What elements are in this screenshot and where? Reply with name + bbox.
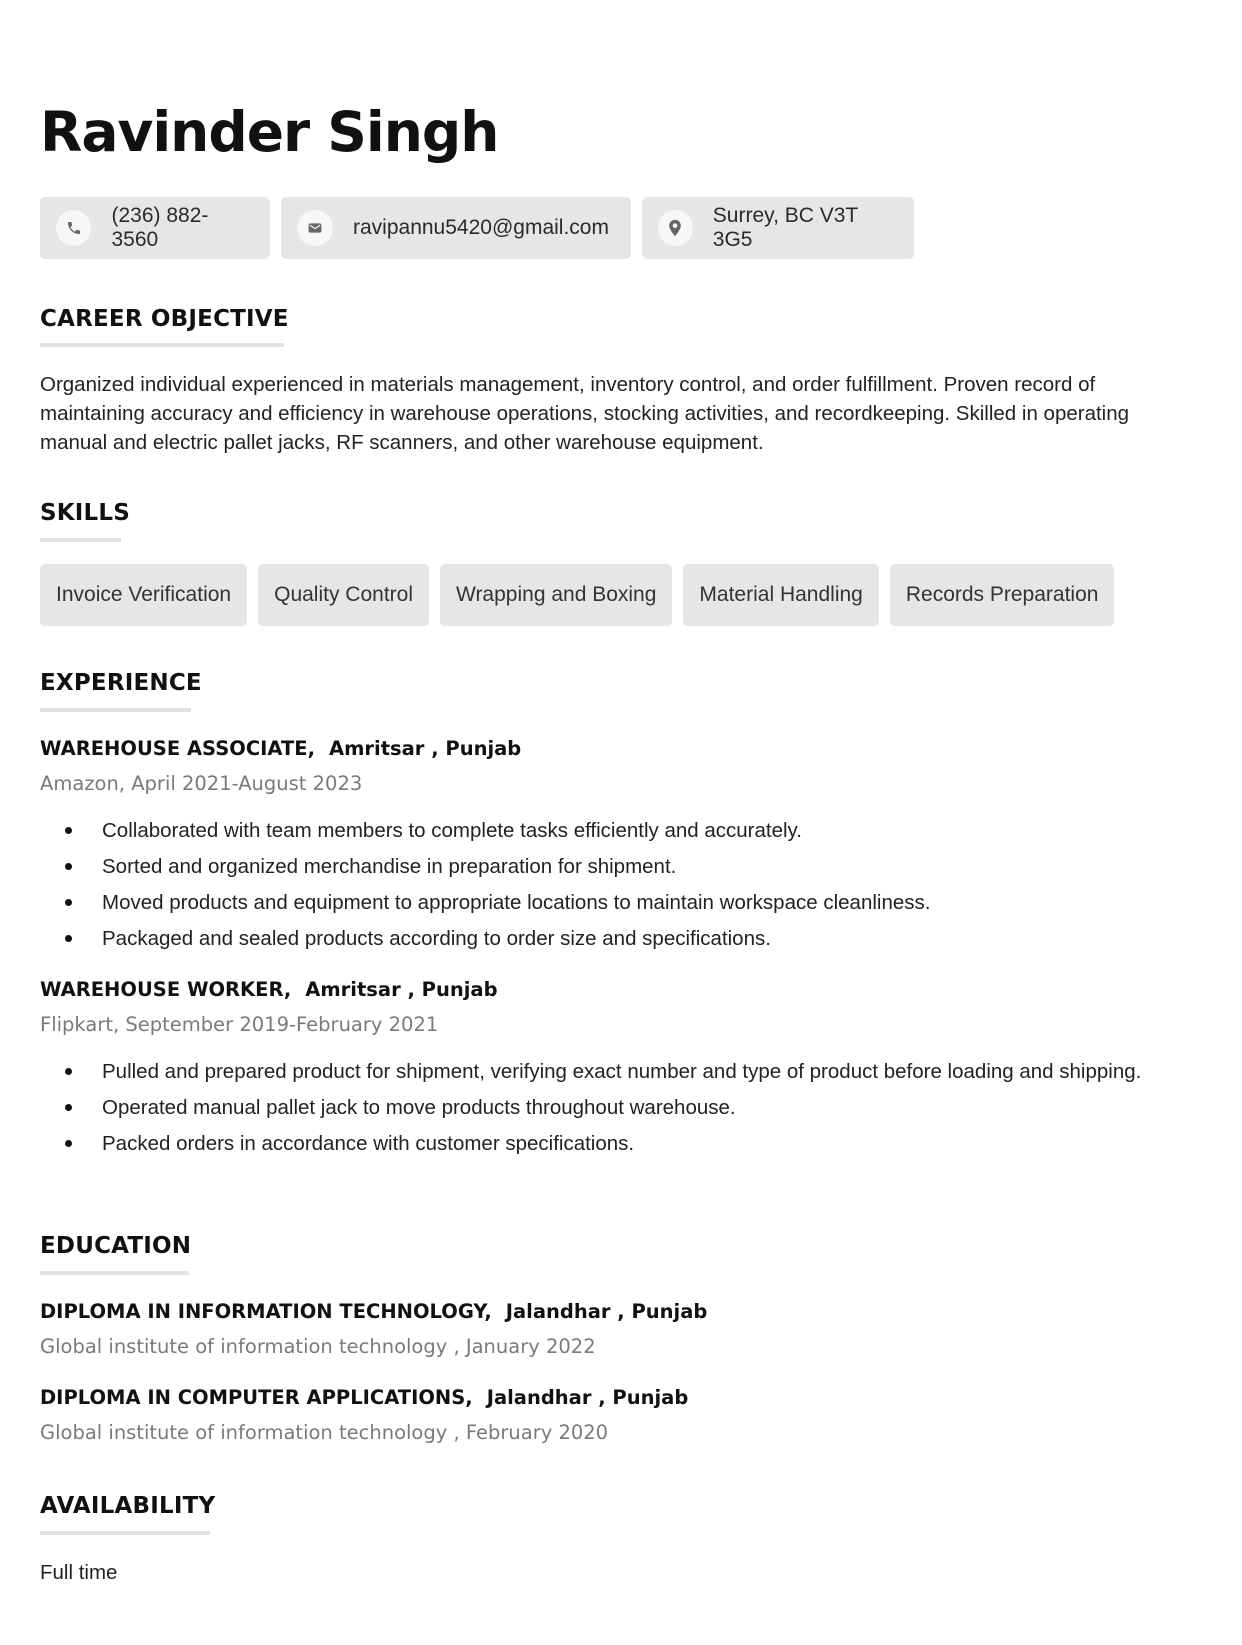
section-divider bbox=[40, 708, 191, 712]
job-bullet: Moved products and equipment to appropriate locations to maintain workspace cleanliness. bbox=[40, 888, 1200, 917]
education-institution: Global institute of information technology , February 2020 bbox=[40, 1421, 609, 1444]
education-degree: DIPLOMA IN COMPUTER APPLICATIONS, bbox=[40, 1386, 473, 1409]
job-position: WAREHOUSE ASSOCIATE, bbox=[40, 737, 315, 760]
education-degree: DIPLOMA IN INFORMATION TECHNOLOGY, bbox=[40, 1300, 492, 1323]
availability-text: Full time bbox=[40, 1561, 118, 1584]
skill-tag: Invoice Verification bbox=[40, 564, 247, 626]
phone-icon bbox=[56, 210, 91, 246]
job-bullet: Packed orders in accordance with customer specifications. bbox=[40, 1129, 1200, 1158]
location-text: Surrey, BC V3T 3G5 bbox=[712, 204, 858, 251]
job-bullets bbox=[40, 1057, 1200, 1165]
availability-heading: AVAILABILITY bbox=[40, 1493, 216, 1519]
skill-tag: Wrapping and Boxing bbox=[440, 564, 672, 626]
phone-number: (236) 882-3560 bbox=[111, 204, 209, 251]
career-objective-text: Organized individual experienced in materials management, inventory control, and order fulfillment. Proven record of maintaining accuracy and efficiency in warehouse operations, stocking activities, and recordkeeping. Skilled in operating manual and electric pallet jacks, RF scanners, and other warehouse equipment. bbox=[40, 373, 1130, 454]
skill-tag: Material Handling bbox=[683, 564, 878, 626]
contact-location bbox=[642, 197, 914, 259]
experience-heading: EXPERIENCE bbox=[40, 670, 202, 696]
education-title bbox=[40, 1300, 707, 1323]
job-location: Amritsar , Punjab bbox=[305, 978, 498, 1001]
job-bullets bbox=[40, 816, 1200, 960]
education-title bbox=[40, 1386, 688, 1409]
location-icon bbox=[658, 210, 693, 246]
email-address: ravipannu5420@gmail.com bbox=[353, 216, 609, 239]
job-company-dates: Amazon, April 2021-August 2023 bbox=[40, 772, 363, 795]
section-divider bbox=[40, 538, 121, 542]
job-bullet: Collaborated with team members to complete tasks efficiently and accurately. bbox=[40, 816, 1200, 845]
job-title bbox=[40, 737, 521, 760]
skill-tag: Quality Control bbox=[258, 564, 429, 626]
education-location: Jalandhar , Punjab bbox=[505, 1300, 708, 1323]
skills-list bbox=[40, 564, 1114, 626]
email-icon bbox=[297, 210, 333, 246]
education-institution: Global institute of information technology , January 2022 bbox=[40, 1335, 596, 1358]
contact-email bbox=[281, 197, 631, 259]
job-company-dates: Flipkart, September 2019-February 2021 bbox=[40, 1013, 439, 1036]
career-objective-heading: CAREER OBJECTIVE bbox=[40, 306, 289, 332]
job-bullet: Sorted and organized merchandise in preparation for shipment. bbox=[40, 852, 1200, 881]
section-divider bbox=[40, 343, 284, 347]
candidate-name: Ravinder Singh bbox=[40, 100, 499, 164]
job-position: WAREHOUSE WORKER, bbox=[40, 978, 292, 1001]
job-title bbox=[40, 978, 498, 1001]
contact-phone bbox=[40, 197, 270, 259]
job-location: Amritsar , Punjab bbox=[329, 737, 522, 760]
section-divider bbox=[40, 1271, 189, 1275]
skills-heading: SKILLS bbox=[40, 500, 131, 526]
education-heading: EDUCATION bbox=[40, 1233, 192, 1259]
contact-bar bbox=[40, 197, 914, 259]
job-bullet: Packaged and sealed products according to order size and specifications. bbox=[40, 924, 1200, 953]
section-divider bbox=[40, 1531, 210, 1535]
job-bullet: Pulled and prepared product for shipment, verifying exact number and type of product before loading and shipping. bbox=[40, 1057, 1200, 1086]
skill-tag: Records Preparation bbox=[890, 564, 1115, 626]
education-location: Jalandhar , Punjab bbox=[486, 1386, 689, 1409]
job-bullet: Operated manual pallet jack to move products throughout warehouse. bbox=[40, 1093, 1200, 1122]
